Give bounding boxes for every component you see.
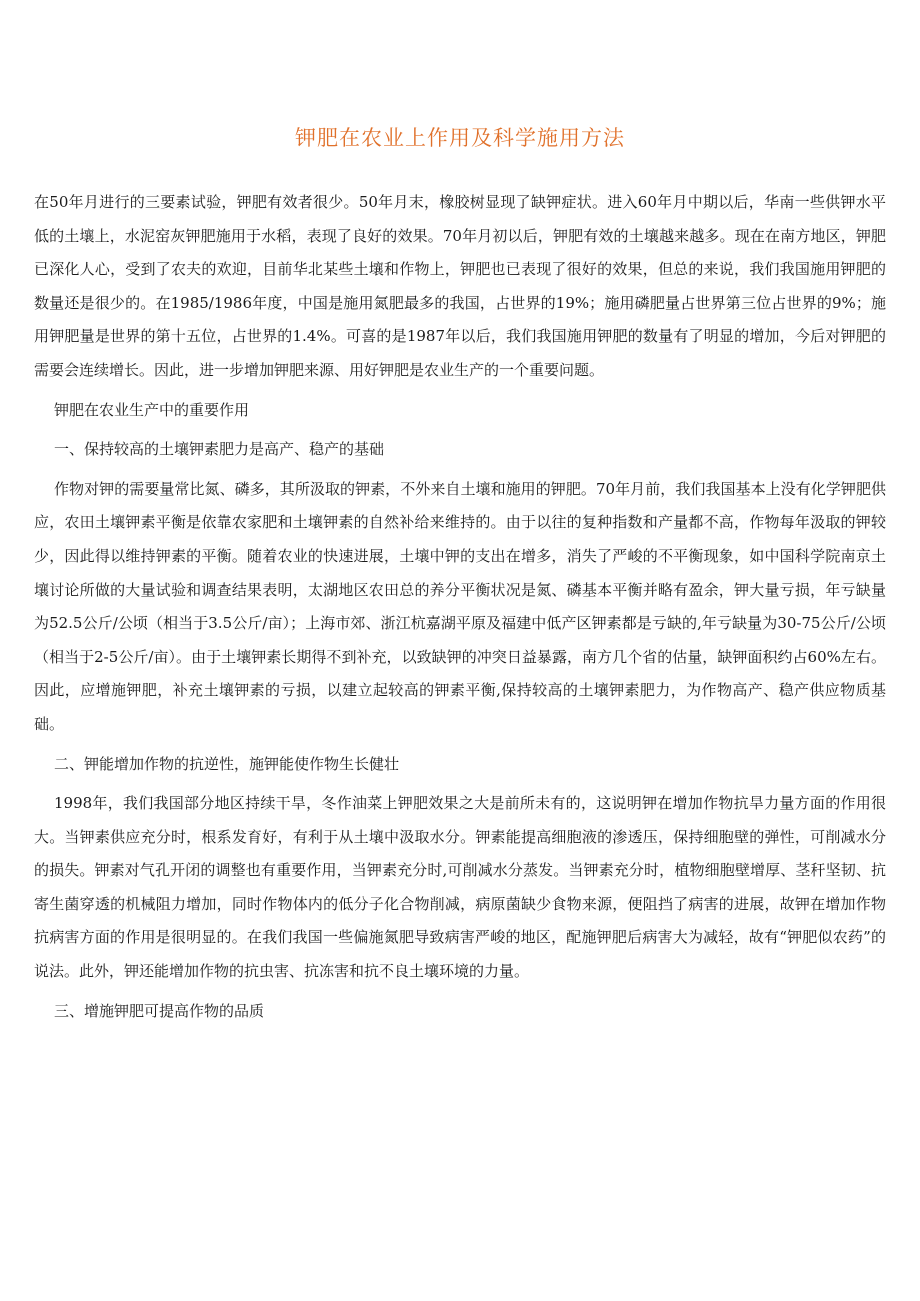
paragraph-intro: 在50年月进行的三要素试验，钾肥有效者很少。50年月末，橡胶树显现了缺钾症状。进入60年月中期以后，华南一些供钾水平低的土壤上，水泥窑灰钾肥施用于水稻，表现了良好的效果。70年月初以后，钾肥有效的土壤越来越多。现在在南方地区，钾肥已深化人心，受到了农夫的欢迎，目前华北某些土壤和作物上，钾肥也已表现了很好的效果，但总的来说，我们我国施用钾肥的数量还是很少的。在1985/1986年度，中国是施用氮肥最多的我国，占世界的19%；施用磷肥量占世界第三位占世界的9%；施用钾肥量是世界的第十五位，占世界的1.4%。可喜的是1987年以后，我们我国施用钾肥的数量有了明显的增加，今后对钾肥的需要会连续增长。因此，进一步增加钾肥来源、用好钾肥是农业生产的一个重要问题。 (34, 193, 886, 379)
document-title: 钾肥在农业上作用及科学施用方法 (295, 126, 625, 150)
section-heading-2: 二、钾能增加作物的抗逆性，施钾能使作物生长健壮 (54, 754, 400, 773)
section-heading-3: 三、增施钾肥可提高作物的品质 (54, 1001, 265, 1020)
paragraph-section-2: 1998年，我们我国部分地区持续干旱，冬作油菜上钾肥效果之大是前所未有的，这说明钾在增加作物抗旱力量方面的作用很大。当钾素供应充分时，根系发育好，有利于从土壤中汲取水分。钾素能提高细胞液的渗透压，保持细胞壁的弹性，可削减水分的损失。钾素对气孔开闭的调整也有重要作用，当钾素充分时,可削减水分蒸发。当钾素充分时，植物细胞壁增厚、茎秆坚韧、抗寄生菌穿透的机械阻力增加，同时作物体内的低分子化合物削减，病原菌缺少食物来源，便阻挡了病害的进展，故钾在增加作物抗病害方面的作用是很明显的。在我们我国一些偏施氮肥导致病害严峻的地区，配施钾肥后病害大为减轻，故有“钾肥似农药”的说法。此外，钾还能增加作物的抗虫害、抗冻害和抗不良土壤环境的力量。 (34, 794, 886, 981)
section-heading-1: 一、保持较高的土壤钾素肥力是高产、稳产的基础 (54, 440, 385, 459)
paragraph-section-1: 作物对钾的需要量常比氮、磷多，其所汲取的钾素，不外来自土壤和施用的钾肥。70年月前，我们我国基本上没有化学钾肥供应，农田土壤钾素平衡是依靠农家肥和土壤钾素的自然补给来维持的。由于以往的复种指数和产量都不高，作物每年汲取的钾较少，因此得以维持钾素的平衡。随着农业的快速进展，土壤中钾的支出在增多，消失了严峻的不平衡现象，如中国科学院南京土壤讨论所做的大量试验和调查结果表明，太湖地区农田总的养分平衡状况是氮、磷基本平衡并略有盈余，钾大量亏损，年亏缺量为52.5公斤/公顷（相当于3.5公斤/亩）；上海市郊、浙江杭嘉湖平原及福建中低产区钾素都是亏缺的,年亏缺量为30-75公斤/公顷（相当于2-5公斤/亩）。由于土壤钾素长期得不到补充，以致缺钾的冲突日益暴露，南方几个省的估量，缺钾面积约占60%左右。因此，应增施钾肥，补充土壤钾素的亏损，以建立起较高的钾素平衡,保持较高的土壤钾素肥力，为作物高产、稳产供应物质基础。 (34, 479, 886, 733)
section-heading-importance: 钾肥在农业生产中的重要作用 (54, 400, 250, 419)
document-body (34, 186, 886, 1034)
